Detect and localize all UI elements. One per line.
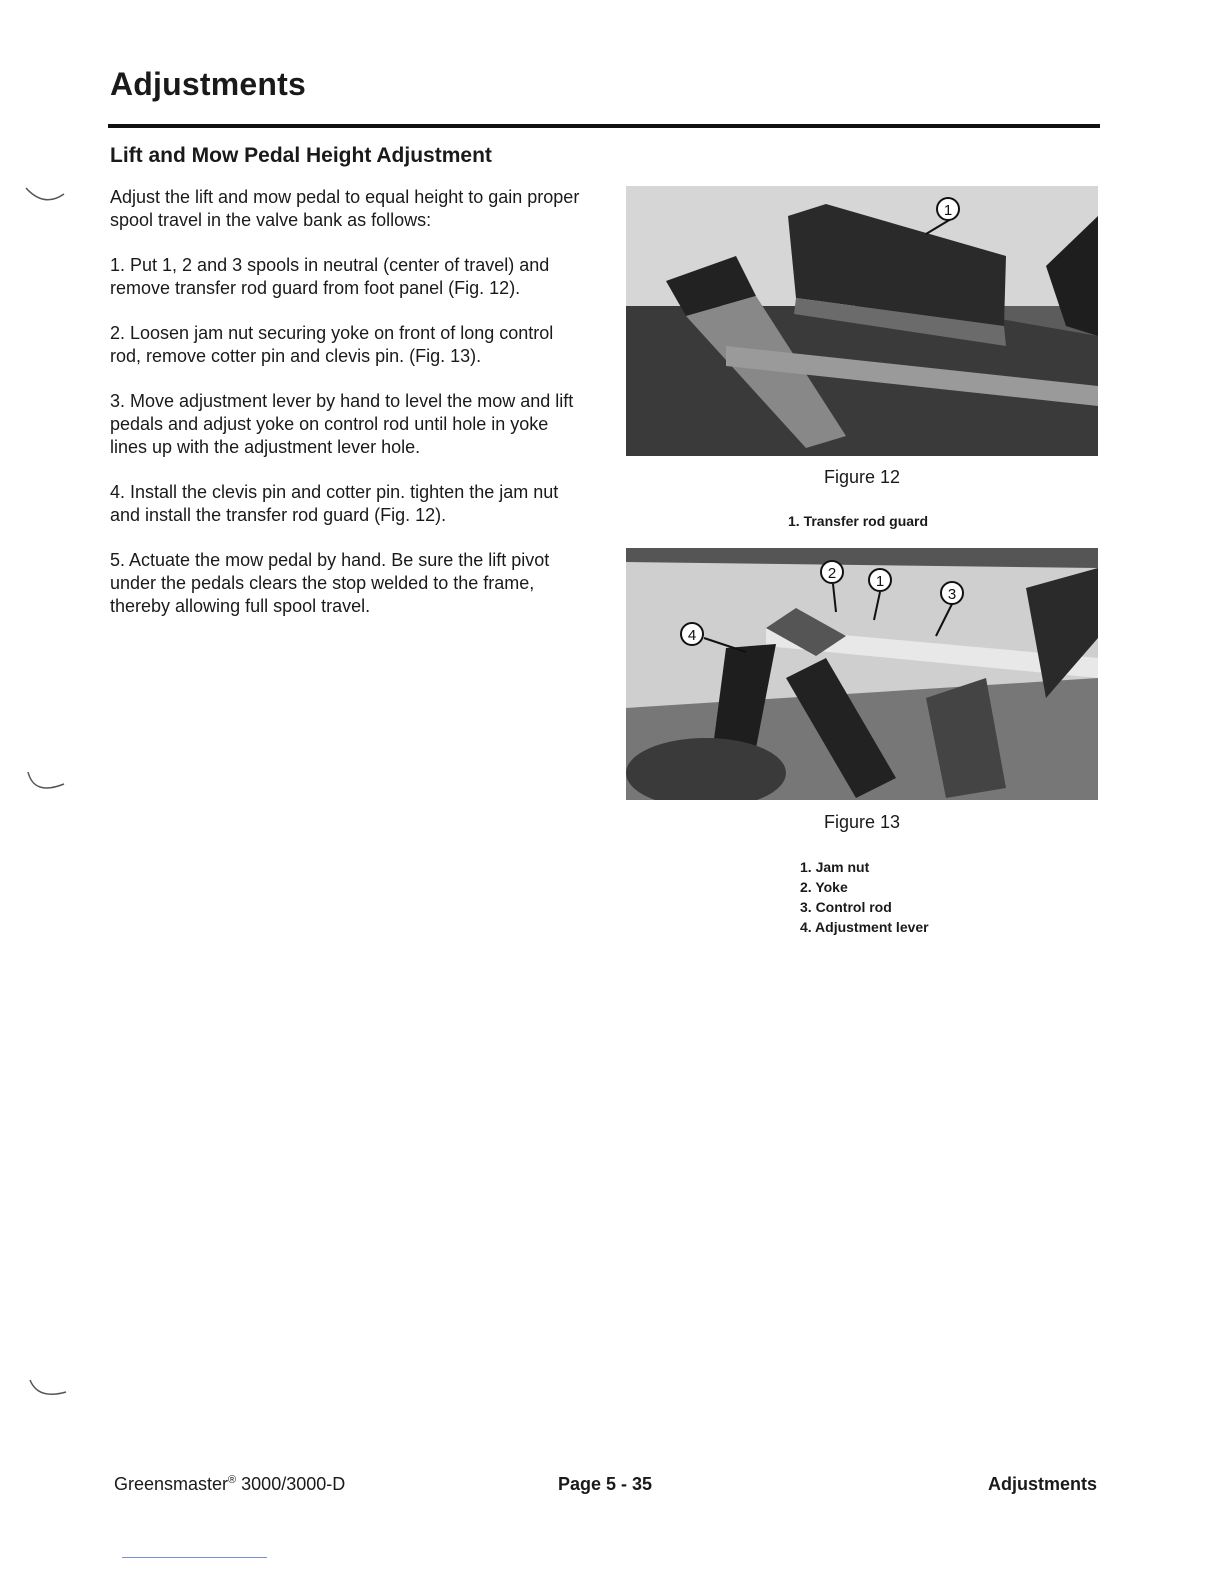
step-4: 4. Install the clevis pin and cotter pin. tighten the jam nut and install the transfer rod guard (Fig. 12). (110, 482, 559, 525)
svg-text:3: 3 (947, 586, 957, 603)
instructions-column (110, 186, 584, 640)
step-3: 3. Move adjustment lever by hand to level the mow and lift pedals and adjust yoke on control rod until hole in yoke lines up with the adjustment lever hole. (110, 391, 574, 457)
callout-1 (937, 198, 959, 220)
footer-page-number: Page 5 - 35 (558, 1474, 653, 1494)
legend-item: 3. Control rod (800, 899, 892, 915)
footer-product: Greensmaster® 3000/3000-D (114, 1474, 346, 1494)
svg-text:2: 2 (827, 565, 837, 582)
binder-mark (24, 770, 68, 796)
callout-2 (821, 561, 843, 583)
step-2: 2. Loosen jam nut securing yoke on front of long control rod, remove cotter pin and clevis pin. (Fig. 13). (110, 323, 554, 366)
figure-12-legend (788, 511, 928, 531)
callout-4 (681, 623, 703, 645)
figure-13-photo (626, 548, 1098, 800)
title-divider (108, 124, 1100, 128)
legend-item: 1. Transfer rod guard (788, 513, 929, 529)
svg-text:1: 1 (875, 573, 885, 590)
svg-text:1: 1 (943, 202, 953, 219)
legend-item: 2. Yoke (800, 879, 848, 895)
scan-underline-mark (122, 1557, 267, 1558)
figure-13-caption: Figure 13 (824, 812, 901, 832)
intro-paragraph: Adjust the lift and mow pedal to equal height to gain proper spool travel in the valve bank as follows: (110, 187, 580, 230)
figure-12-illustration (626, 186, 1098, 456)
figure-12-photo (626, 186, 1098, 456)
binder-mark (24, 186, 68, 210)
footer-section: Adjustments (988, 1474, 1098, 1494)
legend-item: 1. Jam nut (800, 859, 870, 875)
section-heading: Lift and Mow Pedal Height Adjustment (110, 144, 492, 167)
step-5: 5. Actuate the mow pedal by hand. Be sure the lift pivot under the pedals clears the stop welded to the frame, thereby allowing full spool travel. (110, 550, 550, 616)
step-1: 1. Put 1, 2 and 3 spools in neutral (center of travel) and remove transfer rod guard from foot panel (Fig. 12). (110, 255, 550, 298)
callout-1 (869, 569, 891, 591)
svg-text:4: 4 (687, 627, 697, 644)
page-title: Adjustments (110, 66, 306, 102)
legend-item: 4. Adjustment lever (800, 919, 929, 935)
figure-12-caption: Figure 12 (824, 467, 901, 487)
figure-13-legend (800, 857, 929, 937)
callout-3 (941, 582, 963, 604)
figure-13-illustration (626, 548, 1098, 800)
binder-mark (26, 1378, 70, 1404)
